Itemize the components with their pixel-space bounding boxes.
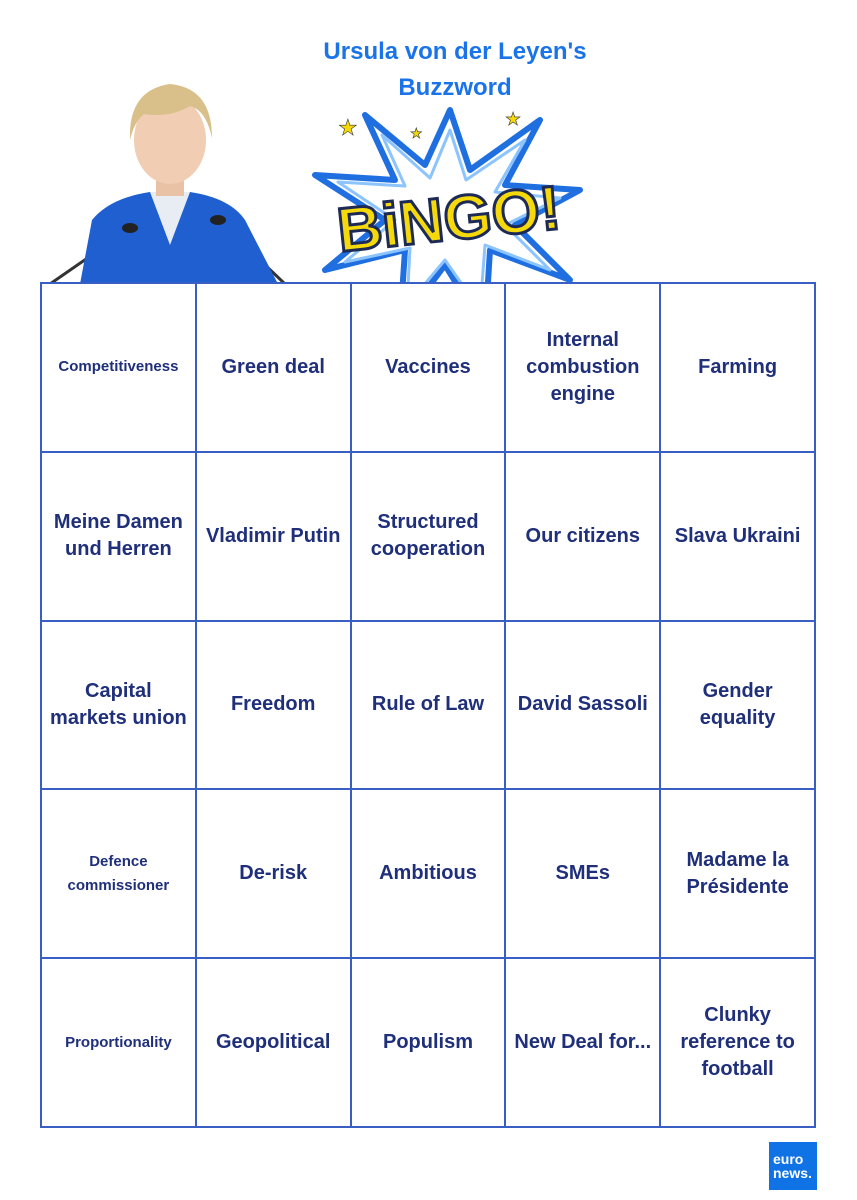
bingo-cell: Geopolitical <box>197 959 352 1128</box>
bingo-cell: Our citizens <box>506 453 661 622</box>
bingo-cell: New Deal for... <box>506 959 661 1128</box>
euronews-logo <box>769 1142 817 1190</box>
logo-line-1: euro <box>773 1151 804 1167</box>
star-icon: ★ <box>410 125 423 141</box>
bingo-cell: Madame la Présidente <box>661 790 816 959</box>
bingo-cell: De-risk <box>197 790 352 959</box>
bingo-cell: Gender equality <box>661 622 816 791</box>
star-icon: ★ <box>505 109 522 129</box>
star-icon: ★ <box>338 115 358 140</box>
bingo-cell: Farming <box>661 284 816 453</box>
bingo-cell: Competitiveness <box>42 284 197 453</box>
bingo-cell: David Sassoli <box>506 622 661 791</box>
bingo-cell: Vaccines <box>352 284 507 453</box>
bingo-cell: SMEs <box>506 790 661 959</box>
bingo-cell: Vladimir Putin <box>197 453 352 622</box>
logo-line-2: news. <box>773 1165 812 1181</box>
title-line-1: Ursula von der Leyen's <box>323 38 587 65</box>
page-title <box>270 34 640 106</box>
bingo-cell: Capital markets union <box>42 622 197 791</box>
bingo-cell: Internal combustion engine <box>506 284 661 453</box>
bingo-cell: Defence commissioner <box>42 790 197 959</box>
bingo-cell: Structured cooperation <box>352 453 507 622</box>
portrait-photo <box>40 70 300 284</box>
bingo-cell: Rule of Law <box>352 622 507 791</box>
bingo-cell: Populism <box>352 959 507 1128</box>
bingo-cell: Slava Ukraini <box>661 453 816 622</box>
bingo-cell: Ambitious <box>352 790 507 959</box>
title-line-2: Buzzword <box>398 74 512 101</box>
bingo-grid <box>40 282 816 1128</box>
bingo-cell: Meine Damen und Herren <box>42 453 197 622</box>
bingo-cell: Proportionality <box>42 959 197 1128</box>
bingo-cell: Freedom <box>197 622 352 791</box>
bingo-text: BiNGO! <box>333 173 564 266</box>
bingo-cell: Clunky reference to football <box>661 959 816 1128</box>
bingo-cell: Green deal <box>197 284 352 453</box>
